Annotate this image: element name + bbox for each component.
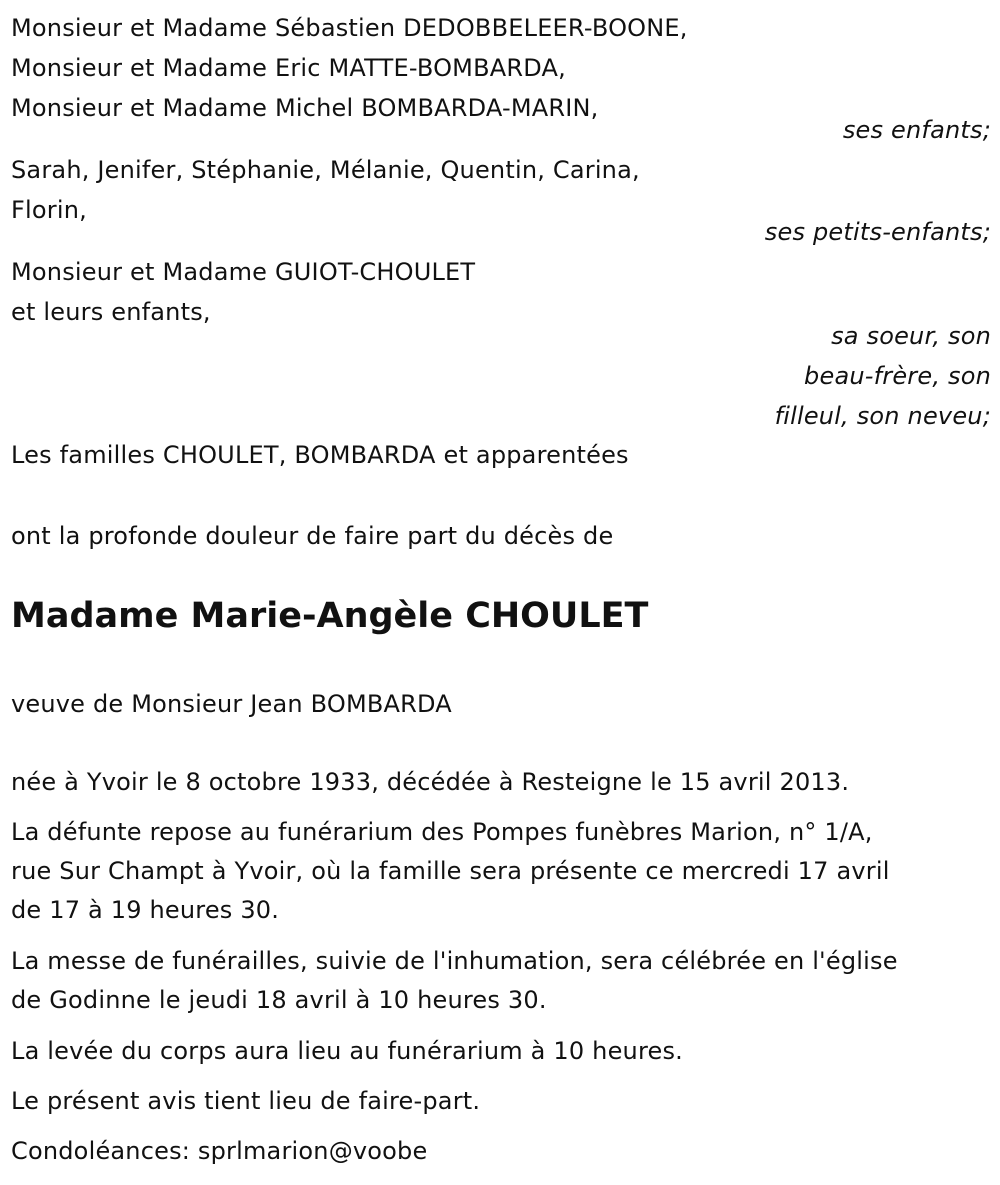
mass-line-2: de Godinne le jeudi 18 avril à 10 heures 30. [11,986,547,1014]
levee-line: La levée du corps aura lieu au funérarium à 10 heures. [11,1037,683,1065]
repose-paragraph [11,813,890,930]
mass-paragraph [11,942,898,1020]
families-line: Les familles CHOULET, BOMBARDA et apparentées [11,441,629,469]
announcement-intro: ont la profonde douleur de faire part du décès de [11,522,614,550]
child-line-2: Monsieur et Madame Eric MATTE-BOMBARDA, [11,54,566,82]
sister-role-line-1: sa soeur, son [831,322,991,350]
deceased-name: Madame Marie-Angèle CHOULET [11,596,649,636]
repose-line-3: de 17 à 19 heures 30. [11,896,280,924]
mass-line-1: La messe de funérailles, suivie de l'inhumation, sera célébrée en l'église [11,947,898,975]
repose-line-1: La défunte repose au funérarium des Pompes funèbres Marion, n° 1/A, [11,818,873,846]
child-line-3: Monsieur et Madame Michel BOMBARDA-MARIN, [11,94,599,122]
sister-line-1: Monsieur et Madame GUIOT-CHOULET [11,258,476,286]
sister-line-2: et leurs enfants, [11,298,211,326]
condolences-line: Condoléances: sprlmarion@voobe [11,1137,428,1165]
grandchildren-line-1: Sarah, Jenifer, Stéphanie, Mélanie, Quentin, Carina, [11,156,640,184]
grandchildren-line-2: Florin, [11,196,87,224]
sister-role [775,316,991,436]
child-line-1: Monsieur et Madame Sébastien DEDOBBELEER-BOONE, [11,14,688,42]
grandchildren-role: ses petits-enfants; [764,218,991,246]
repose-line-2: rue Sur Champt à Yvoir, où la famille sera présente ce mercredi 17 avril [11,857,890,885]
sister-role-line-2: beau-frère, son [804,362,991,390]
widow-of: veuve de Monsieur Jean BOMBARDA [11,690,452,718]
sister-role-line-3: filleul, son neveu; [774,402,991,430]
grandchildren-list [11,150,640,230]
children-role: ses enfants; [842,116,991,144]
sister-list [11,252,475,332]
notice-line: Le présent avis tient lieu de faire-part. [11,1087,481,1115]
born-died: née à Yvoir le 8 octobre 1933, décédée à Resteigne le 15 avril 2013. [11,768,850,796]
